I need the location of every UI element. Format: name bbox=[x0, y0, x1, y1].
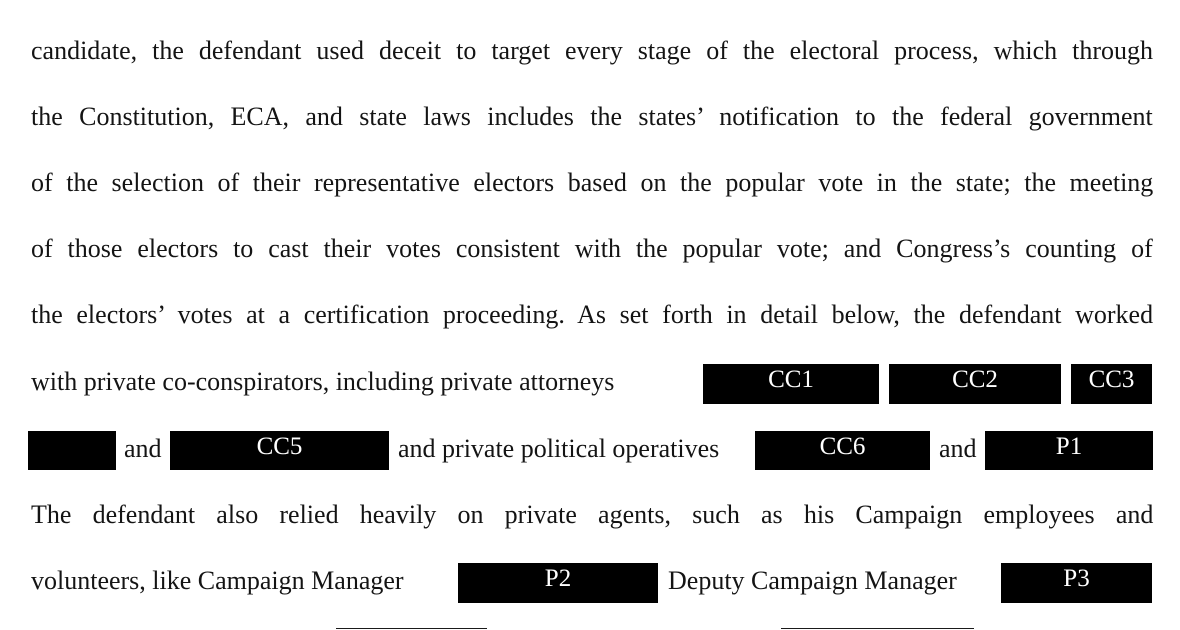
redaction-box-cc5: CC5 bbox=[170, 431, 389, 470]
text-line-6: with private co-conspirators, including private attorneys bbox=[31, 367, 615, 396]
text-line-5: the electors’ votes at a certification proceeding. As set forth in detail below, the defendant worked bbox=[31, 300, 1154, 329]
underline-mark-2 bbox=[781, 628, 974, 629]
underline-mark bbox=[336, 628, 487, 629]
conjunction-and-2: and bbox=[939, 434, 977, 463]
redaction-box-p2: P2 bbox=[458, 563, 658, 603]
text-line-2: the Constitution, ECA, and state laws includes the states’ notification to the federal government bbox=[31, 102, 1153, 131]
text-line-9: volunteers, like Campaign Manager bbox=[31, 566, 404, 595]
text-line-7: and private political operatives bbox=[398, 434, 720, 463]
redaction-box-cc3: CC3 bbox=[1071, 364, 1152, 404]
text-line-8: The defendant also relied heavily on private agents, such as his Campaign employees and bbox=[31, 500, 1154, 529]
redaction-box-p3: P3 bbox=[1001, 563, 1152, 603]
redaction-box-cc1: CC1 bbox=[703, 364, 879, 404]
text-line-9-continued: Deputy Campaign Manager bbox=[668, 566, 957, 595]
text-line-3: of the selection of their representative electors based on the popular vote in the state; the meeting bbox=[31, 168, 1154, 197]
text-line-1: candidate, the defendant used deceit to target every stage of the electoral process, which through bbox=[31, 36, 1154, 65]
redaction-box-cc6: CC6 bbox=[755, 431, 930, 470]
redaction-box-cc4 bbox=[28, 431, 116, 470]
conjunction-and: and bbox=[124, 434, 162, 463]
redaction-box-p1: P1 bbox=[985, 431, 1153, 470]
text-line-4: of those electors to cast their votes consistent with the popular vote; and Congress’s counting of bbox=[31, 234, 1153, 263]
redaction-box-cc2: CC2 bbox=[889, 364, 1061, 404]
